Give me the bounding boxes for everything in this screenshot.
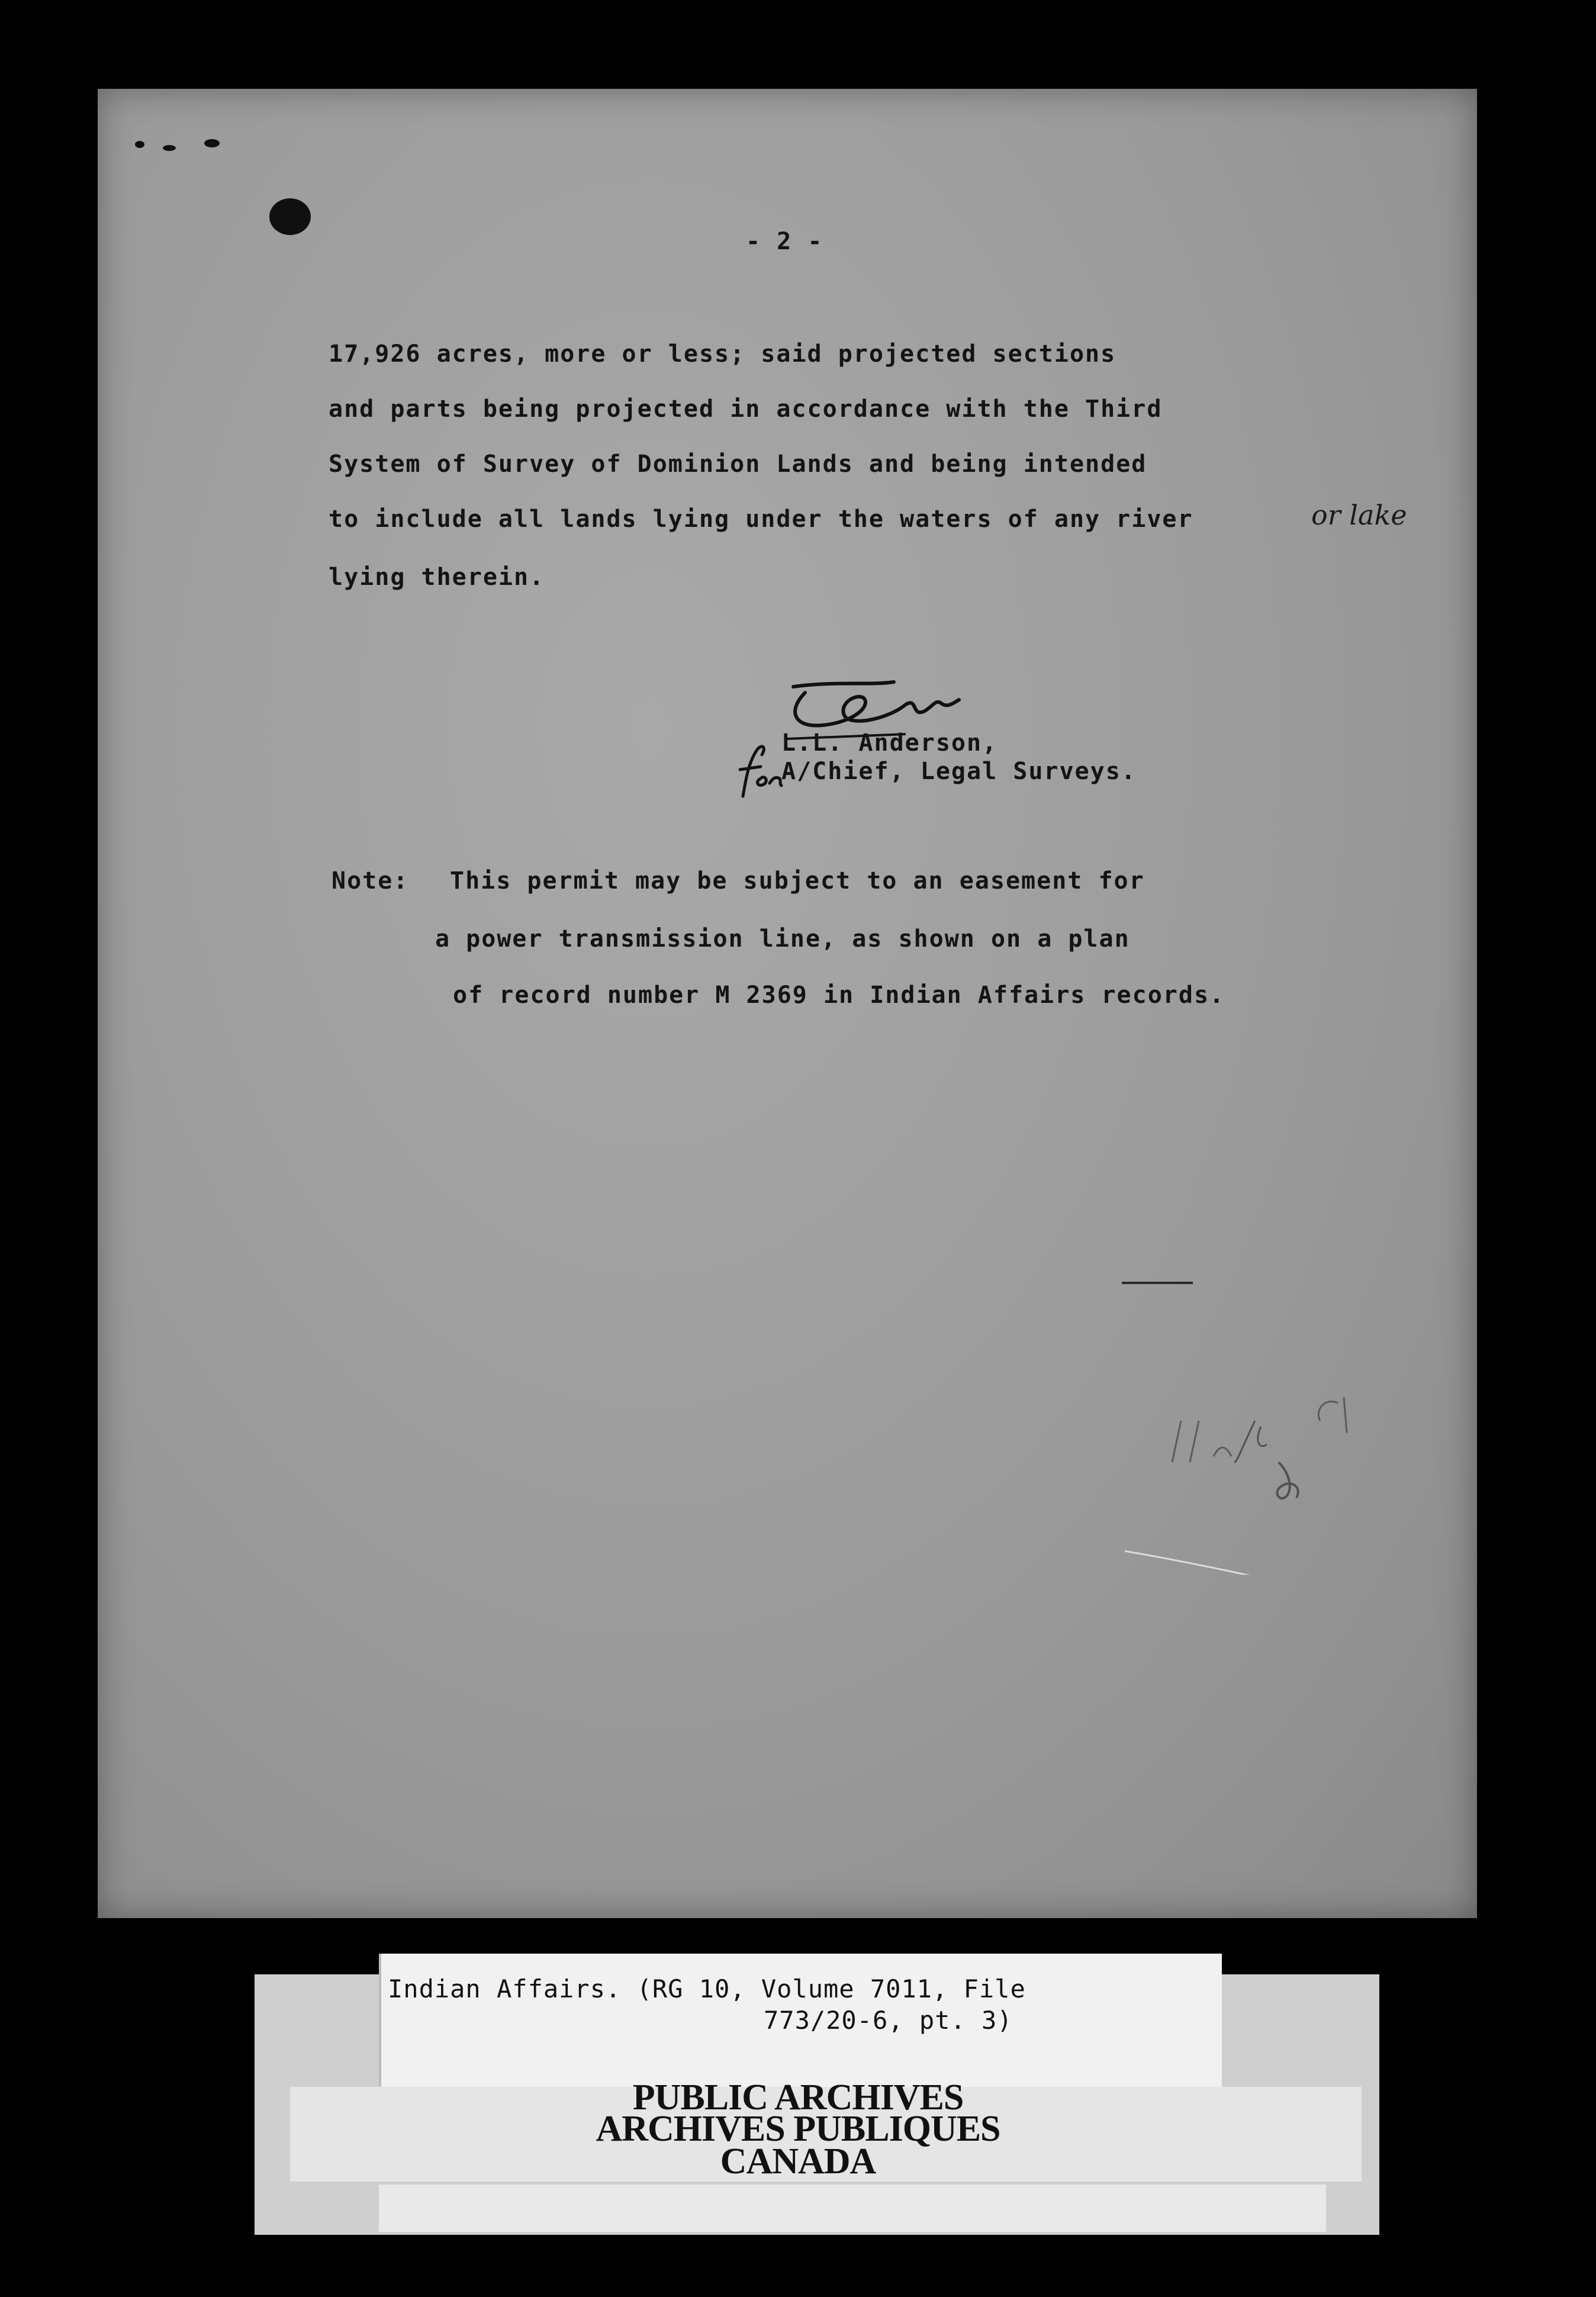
ink-speck (204, 139, 220, 147)
archive-card-strip (379, 2185, 1326, 2232)
archive-stamp-line: CANADA (720, 2141, 876, 2182)
signatory-name: L.L. Anderson, (781, 729, 998, 757)
archive-stamp-line: PUBLIC ARCHIVES (632, 2077, 964, 2118)
body-line: lying therein. (329, 564, 545, 591)
body-line: to include all lands lying under the waters of any river (329, 506, 1193, 533)
archive-stamp-line: ARCHIVES PUBLIQUES (596, 2109, 1000, 2149)
handwritten-addition: or lake (1311, 499, 1407, 531)
ink-speck (163, 145, 176, 151)
body-line: System of Survey of Dominion Lands and being intended (329, 451, 1147, 478)
archive-reference-line: Indian Affairs. (RG 10, Volume 7011, File (388, 1974, 1026, 2003)
note-line: This permit may be subject to an easement for (450, 867, 1145, 895)
page-number: - 2 - (746, 228, 823, 255)
note-line: of record number M 2369 in Indian Affairs records. (453, 982, 1225, 1009)
body-line: and parts being projected in accordance with the Third (329, 395, 1163, 423)
signatory-title: A/Chief, Legal Surveys. (781, 758, 1137, 785)
handwritten-for-mark (725, 737, 790, 802)
ink-speck (135, 141, 144, 148)
note-label: Note: (332, 867, 409, 895)
ink-blot (269, 198, 311, 235)
archive-reference-line: 773/20-6, pt. 3) (764, 2006, 1013, 2035)
body-line: 17,926 acres, more or less; said projected sections (329, 340, 1116, 368)
note-line: a power transmission line, as shown on a plan (435, 925, 1130, 953)
faint-pencil-marks (1077, 1267, 1409, 1575)
